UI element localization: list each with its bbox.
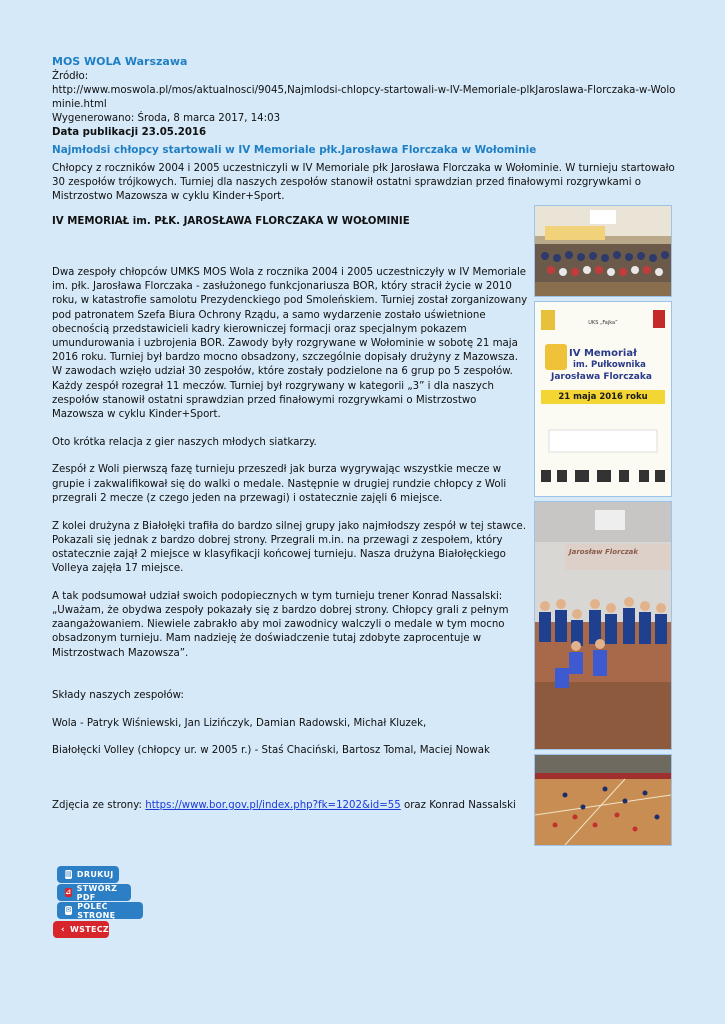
source-url: http://www.moswola.pl/mos/aktualnosci/9045,Najmlodsi-chlopcy-startowali-w-IV-Memoriale-plkJaroslawa-Florczaka-w-Wolominie.html (52, 85, 676, 110)
paragraph: Wola - Patryk Wiśniewski, Jan Lizińczyk, Damian Radowski, Michał Kluzek, (52, 717, 427, 729)
team-photo-image (535, 502, 671, 749)
photo-credits (52, 800, 516, 811)
back-arrow-icon: ‹ (61, 924, 66, 935)
credits-link[interactable]: https://www.bor.gov.pl/index.php?fk=1202&id=55 (145, 800, 401, 811)
recommend-page-button[interactable] (57, 902, 143, 919)
recommend-page-button-label: POLEĆ STRONĘ (77, 901, 116, 920)
poster-line1: IV Memoriał (569, 348, 637, 359)
create-pdf-button-label: STWÓRZ PDF (76, 883, 118, 902)
print-button[interactable] (57, 866, 119, 883)
poster-org: UKS „Fajka” (588, 320, 618, 326)
back-button-label: WSTECZ (70, 925, 109, 934)
photo-group[interactable] (534, 205, 672, 297)
source-label: Źródło: (52, 71, 89, 82)
credits-suffix: oraz Konrad Nassalski (400, 800, 516, 811)
site-name: MOS WOLA Warszawa (52, 55, 188, 68)
paragraph: Dwa zespoły chłopców UMKS MOS Wola z rocznika 2004 i 2005 uczestniczyły w IV Memoriale im. płk. Jarosława Florczaka - zasłużonego funkcjonariusza BOR, który stracił życie w 2010 roku, w katastrofie samolotu Prezydenckiego pod Smoleńskiem. Turniej został zorganizowany pod patronatem Szefa Biura Ochrony Rządu, a samo wydarzenie zostało uświetnione obecnością przedstawicieli kadry kierowniczej formacji oraz specjalnym pokazem umundurowania i uzbrojenia BOR. Zawody były rozgrywane w Wołominie w sobotę 21 maja 2016 roku. Turniej był bardzo mocno obsadzony, szczególnie dopisały drużyny z Mazowsza. W zawodach wzięło udział 30 zespołów, które zostały podzielone na 6 grup po 5 zespołów. Każdy zespół rozegrał 11 meczów. Turniej był rozgrywany w kategorii „3” i dla naszych zespołów stanowił ostatni sprawdzian przed finałowymi rozgrywkami o Mistrzostwo Mazowsza w cyklu Kinder+Sport. (52, 267, 528, 421)
group-photo-image (535, 206, 671, 296)
gym-photo-image (535, 755, 671, 845)
article-title: Najmłodsi chłopcy startowali w IV Memoriale płk.Jarosława Florczaka w Wołominie (52, 144, 537, 156)
section-heading: IV MEMORIAŁ im. PŁK. JAROSŁAWA FLORCZAKA W WOŁOMINIE (52, 216, 410, 227)
paragraph: A tak podsumował udział swoich podopiecznych w tym turnieju trener Konrad Nassalski: „Uważam, że obydwa zespoły pokazały się z bardzo dobrej strony. Chłopcy grali z pełnym zaangażowaniem. Niewiele zabrakło aby moi zawodnicy walczyli o medale w tym mocno obsadzonym turnieju. Mam nadzieję że doświadczenie tutaj zdobyte zaprocentuje w Mistrzostwach Mazowsza”. (52, 590, 509, 659)
paragraph: Z kolei drużyna z Białołęki trafiła do bardzo silnej grupy jako najmłodszy zespół w tej stawce. Pokazali się jednak z bardzo dobrej strony. Przegrali m.in. na przewagi z zespołem, który ostatecznie zajął 2 miejsce w klasyfikacji końcowej turnieju. Nasza drużyna Białołęckiego Volleya zajęła 17 miejsce. (52, 520, 526, 575)
create-pdf-button[interactable] (57, 884, 131, 901)
poster-line3: Jarosława Florczaka (551, 372, 652, 382)
back-button[interactable] (53, 921, 109, 938)
photo-gym[interactable] (534, 754, 672, 846)
paragraph: Zespół z Woli pierwszą fazę turnieju przeszedł jak burza wygrywając wszystkie mecze w grupie i zakwalifikował się do walki o medale. Następnie w drugiej rundzie chłopcy z Woli przegrali 2 mecze (z czego jeden na przewagi) i ostatecznie zajęli 6 miejsce. (52, 464, 507, 504)
print-button-label: DRUKUJ (76, 870, 114, 879)
document-meta (52, 70, 677, 140)
credits-prefix: Zdjęcia ze strony: (52, 800, 146, 811)
poster-line2: im. Pułkownika (573, 360, 646, 370)
photo-banner-text: Jarosław Florczak (569, 548, 639, 556)
article-body (52, 266, 530, 772)
poster-date: 21 maja 2016 roku (558, 392, 648, 402)
article-intro: Chłopcy z roczników 2004 i 2005 uczestniczyli w IV Memoriale płk Jarosława Florczaka w Wołominie. W turnieju startowało 30 zespołów trójkowych. Turniej dla naszych zespołów stanowił ostatni sprawdzian przed finałowymi rozgrywkami o Mistrzostwo Mazowsza w cyklu Kinder+Sport. (52, 163, 675, 203)
publication-date: Data publikacji 23.05.2016 (52, 127, 207, 138)
recommend-icon: ✉ (65, 906, 72, 914)
pdf-icon: ⊿ (65, 888, 72, 896)
paragraph: Oto krótka relacja z gier naszych młodych siatkarzy. (52, 436, 317, 448)
paragraph: Składy naszych zespołów: (52, 689, 184, 701)
generated-date: Wygenerowano: Środa, 8 marca 2017, 14:03 (52, 113, 281, 124)
photo-poster[interactable] (534, 301, 672, 497)
photo-team[interactable] (534, 501, 672, 750)
printer-icon: ▤ (65, 870, 72, 878)
paragraph: Białołęcki Volley (chłopcy ur. w 2005 r.) - Staś Chaciński, Bartosz Tomal, Maciej Nowak (52, 745, 490, 757)
